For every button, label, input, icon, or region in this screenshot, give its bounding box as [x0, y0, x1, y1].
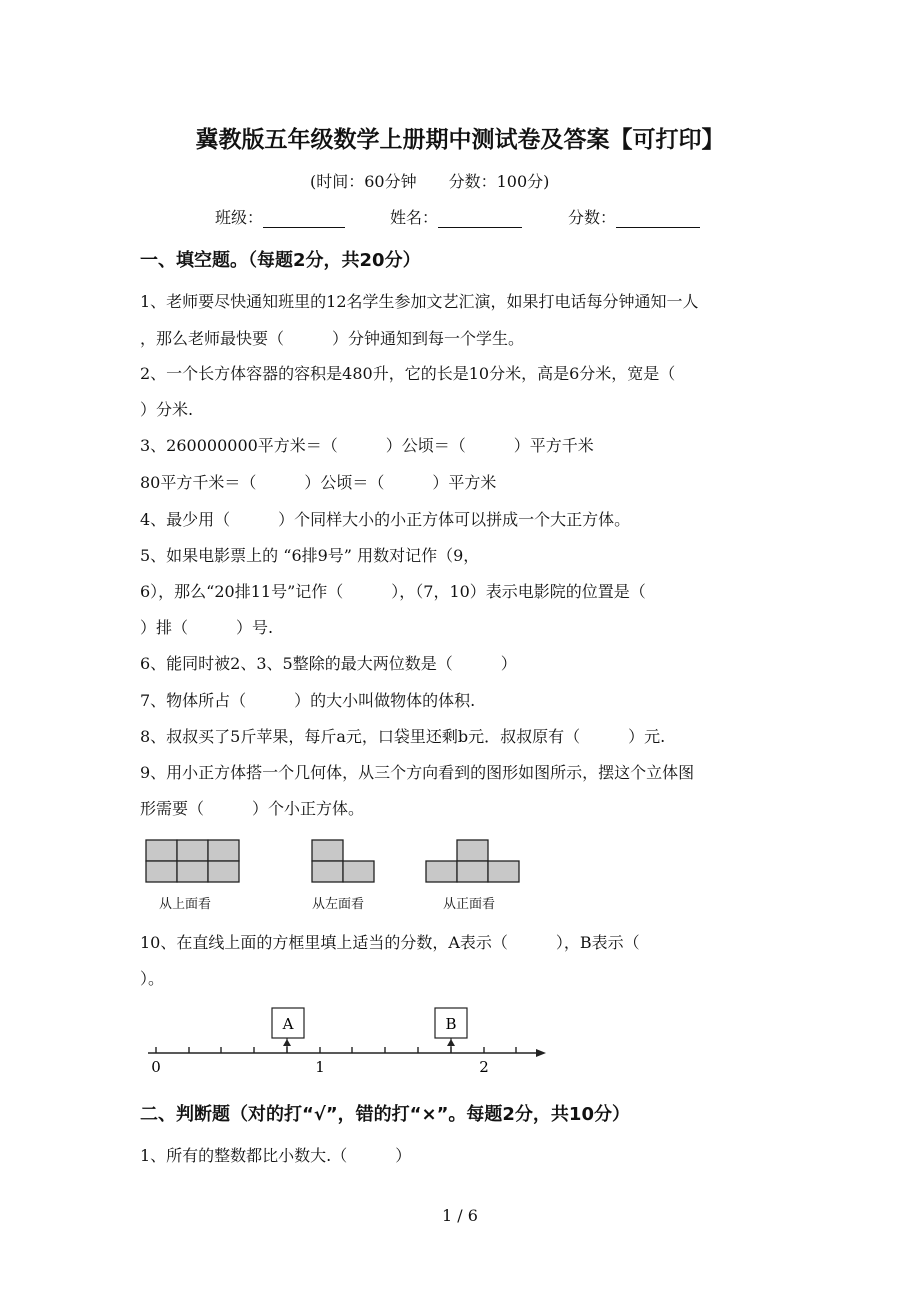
front-view-caption: 从正面看: [443, 897, 496, 912]
top-view-cell: [177, 861, 208, 882]
score-blank[interactable]: [616, 210, 700, 228]
question-line: 6、能同时被2、3、5整除的最大两位数是（ ）: [140, 654, 517, 673]
left-view-caption: 从左面看: [312, 897, 365, 912]
class-label: 班级：: [215, 208, 264, 227]
question-line: 1、老师要尽快通知班里的12名学生参加文艺汇演，如果打电话每分钟通知一人: [140, 292, 699, 311]
score-label: 分数：: [568, 208, 617, 227]
arrow-up-icon: [447, 1039, 455, 1046]
front-view-cell: [457, 861, 488, 882]
question-line: 1、所有的整数都比小数大.（ ）: [140, 1146, 412, 1165]
top-view-caption: 从上面看: [159, 897, 212, 912]
left-view-cell: [312, 840, 343, 861]
three-views-figure: [140, 835, 540, 890]
question-line: 4、最少用（ ）个同样大小的小正方体可以拼成一个大正方体。: [140, 510, 631, 529]
left-view-cell: [343, 861, 374, 882]
name-blank[interactable]: [438, 210, 522, 228]
question-line: 10、在直线上面的方框里填上适当的分数，A表示（ ），B表示（: [140, 933, 640, 952]
top-view-cell: [146, 840, 177, 861]
question-line: 形需要（ ）个小正方体。: [140, 799, 365, 818]
arrow-up-icon: [283, 1039, 291, 1046]
question-line: ）。: [140, 969, 165, 988]
top-view-cell: [177, 840, 208, 861]
question-line: 8、叔叔买了5斤苹果，每斤a元，口袋里还剩b元．叔叔原有（ ）元.: [140, 727, 666, 746]
tick-label-1: 1: [315, 1058, 325, 1076]
question-line: 3、260000000平方米＝（ ）公顷＝（ ）平方千米: [140, 436, 594, 455]
question-line: ）分米.: [140, 400, 194, 419]
question-line: 9、用小正方体搭一个几何体，从三个方向看到的图形如图所示，摆这个立体图: [140, 763, 695, 782]
name-label: 姓名：: [390, 208, 439, 227]
box-a-label: A: [282, 1015, 294, 1033]
section1-heading: 一、填空题。（每题2分，共20分）: [140, 250, 421, 271]
number-line-figure: [140, 1000, 560, 1080]
class-field: [215, 205, 345, 228]
top-view-cell: [208, 840, 239, 861]
question-line: ）排（ ）号.: [140, 618, 274, 637]
class-blank[interactable]: [263, 210, 345, 228]
top-view-cell: [146, 861, 177, 882]
exam-time-score: (时间：60分钟 分数：100分): [310, 172, 550, 191]
tick-label-2: 2: [479, 1058, 489, 1076]
document-title: 冀教版五年级数学上册期中测试卷及答案【可打印】: [195, 127, 725, 153]
question-line: 7、物体所占（ ）的大小叫做物体的体积.: [140, 691, 476, 710]
question-line: 2、一个长方体容器的容积是480升，它的长是10分米，高是6分米，宽是（: [140, 364, 676, 383]
name-field: [390, 205, 522, 228]
front-view-cell: [488, 861, 519, 882]
question-line: 5、如果电影票上的 “6排9号” 用数对记作（9，: [140, 546, 480, 565]
arrow-right-icon: [536, 1049, 546, 1057]
tick-label-0: 0: [151, 1058, 161, 1076]
question-line: 6），那么“20排11号”记作（ ），（7，10）表示电影院的位置是（: [140, 582, 646, 601]
box-b-label: B: [445, 1015, 457, 1033]
score-field: [568, 205, 700, 228]
question-line: ，那么老师最快要（ ）分钟通知到每一个学生。: [140, 329, 525, 348]
front-view-cell: [457, 840, 488, 861]
top-view-cell: [208, 861, 239, 882]
section2-heading: 二、判断题（对的打“√”，错的打“×”。每题2分，共10分）: [140, 1104, 630, 1125]
left-view-cell: [312, 861, 343, 882]
front-view-cell: [426, 861, 457, 882]
question-line: 80平方千米＝（ ）公顷＝（ ）平方米: [140, 473, 497, 492]
page-number: 1 / 6: [442, 1206, 478, 1225]
